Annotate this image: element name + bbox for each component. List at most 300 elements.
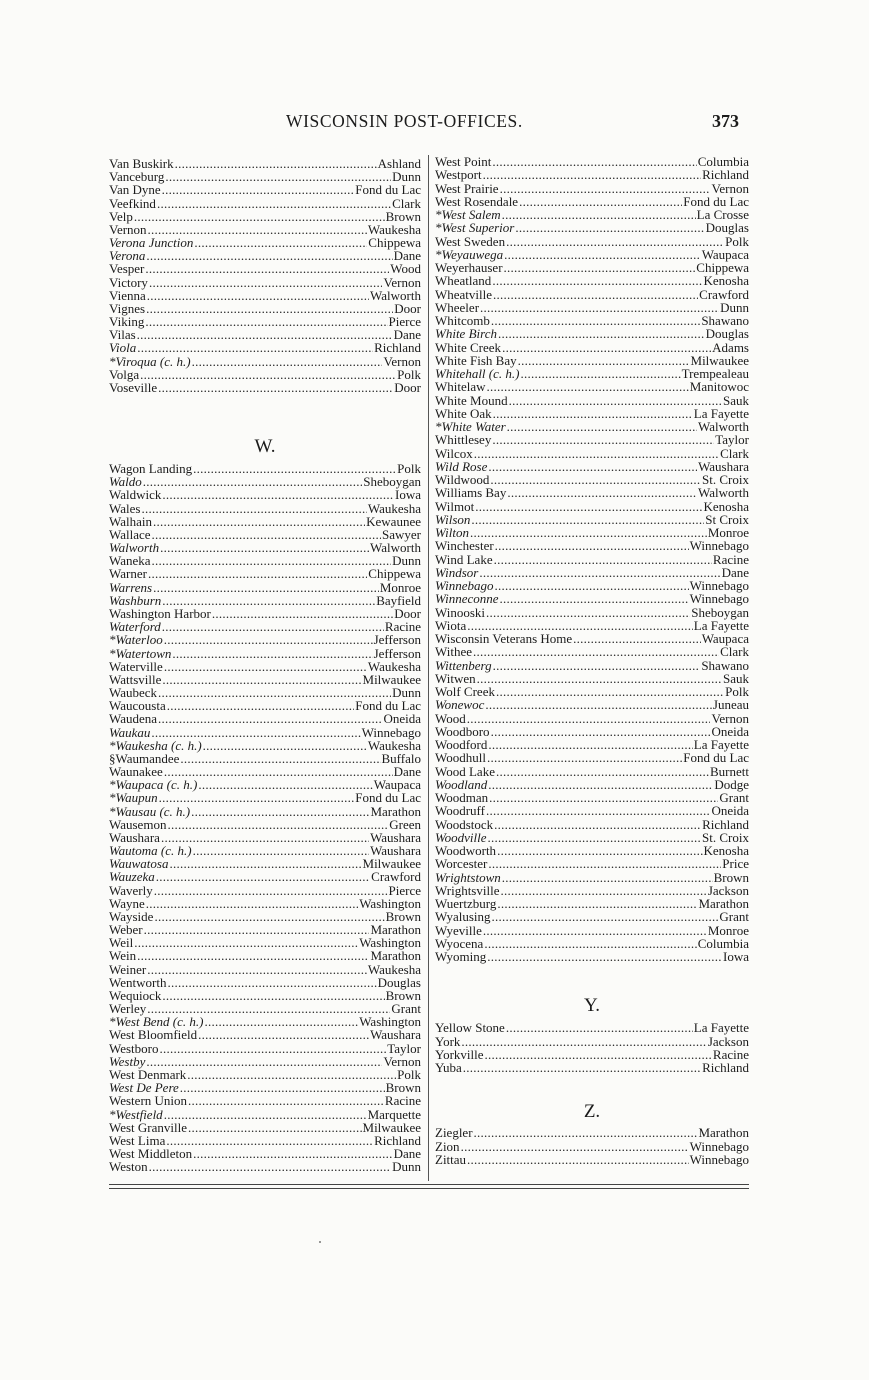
county-name: Taylor (715, 432, 749, 448)
list-item (435, 632, 749, 645)
leader-dots (515, 221, 704, 234)
county-name: Racine (712, 551, 749, 567)
leader-dots (471, 513, 704, 526)
leader-dots (162, 488, 394, 501)
county-name: Milwaukee (362, 671, 421, 687)
post-office-name: Wayne (109, 895, 145, 911)
leader-dots (487, 380, 689, 393)
list-item (435, 1140, 749, 1153)
post-office-name: Weyerhauser (435, 260, 503, 275)
left-column (109, 157, 421, 1173)
post-office-name: *Viroqua (c. h.) (109, 353, 191, 369)
post-office-name: Washburn (109, 592, 162, 608)
post-office-name: Veefkind (109, 195, 156, 211)
leader-dots (175, 157, 377, 170)
list-item (435, 248, 749, 261)
list-item (435, 765, 749, 778)
post-office-name: Woodstock (435, 816, 494, 832)
leader-dots (483, 168, 701, 181)
leader-dots (500, 884, 706, 897)
list-item (435, 394, 749, 407)
county-name: Jackson (707, 882, 749, 898)
leader-dots (198, 1028, 369, 1041)
county-name: Richland (702, 1060, 749, 1075)
list-item (109, 1108, 421, 1121)
leader-dots (496, 765, 709, 778)
list-item (435, 725, 749, 738)
post-office-name: Woodhull (435, 750, 486, 766)
post-office-name: Wolf Creek (435, 684, 495, 699)
list-item (109, 355, 421, 368)
county-name: Grant (719, 909, 749, 925)
leader-dots (160, 1042, 387, 1055)
bottom-rule-2 (109, 1188, 749, 1189)
leader-dots (164, 1108, 367, 1121)
list-item (109, 302, 421, 315)
county-name: Monroe (707, 525, 749, 540)
leader-dots (158, 381, 393, 394)
post-office-name: *Waterloo (109, 632, 163, 648)
leader-dots (164, 633, 373, 646)
post-office-name: Wrightstown (435, 869, 501, 885)
county-name: Pierce (388, 882, 421, 898)
county-name: Marathon (698, 1125, 749, 1141)
post-office-name: West Point (435, 154, 492, 169)
leader-dots (485, 1048, 712, 1061)
list-item (435, 553, 749, 566)
post-office-name: Waldo (109, 474, 142, 490)
bottom-rule (109, 1184, 749, 1185)
county-name: Door (394, 379, 421, 395)
post-office-name: Velp (109, 208, 133, 224)
post-office-name: Wyalusing (435, 909, 491, 925)
leader-dots (488, 857, 721, 870)
county-name: Trempealeau (681, 366, 749, 381)
leader-dots (493, 407, 693, 420)
post-office-name: Yellow Stone (435, 1020, 505, 1036)
list-item (109, 989, 421, 1002)
post-office-name: Warrens (109, 579, 153, 595)
leader-dots (188, 1121, 362, 1134)
leader-dots (166, 1134, 373, 1147)
county-name: Jackson (707, 1033, 749, 1049)
post-office-name: Western Union (109, 1093, 188, 1109)
leader-dots (507, 420, 697, 433)
list-item (435, 831, 749, 844)
leader-dots (488, 460, 697, 473)
leader-dots (143, 475, 362, 488)
post-office-name: Wagon Landing (109, 461, 193, 477)
post-office-name: Wheatville (435, 286, 493, 302)
post-office-name: Winnebago (435, 578, 494, 593)
leader-dots (167, 976, 376, 989)
post-office-name: Wautoma (c. h.) (109, 843, 192, 859)
leader-dots (180, 752, 380, 765)
county-name: Fond du Lac (683, 750, 749, 766)
list-item (109, 197, 421, 210)
list-item (435, 698, 749, 711)
county-name: Vernon (711, 710, 749, 726)
post-office-name: Wilson (435, 511, 471, 527)
list-item (435, 778, 749, 791)
list-item (109, 315, 421, 328)
county-name: La Fayette (693, 617, 749, 633)
post-office-name: White Creek (435, 339, 502, 355)
post-office-name: Westby (109, 1053, 146, 1069)
list-item (109, 381, 421, 394)
leader-dots (191, 805, 369, 818)
list-item (435, 354, 749, 367)
leader-dots (506, 1021, 693, 1034)
list-item (109, 488, 421, 501)
list-item (435, 566, 749, 579)
list-item (109, 276, 421, 289)
list-item (435, 367, 749, 380)
post-office-name: Worcester (435, 856, 488, 872)
list-item (109, 1094, 421, 1107)
leader-dots (470, 526, 707, 539)
county-name: Columbia (697, 935, 749, 951)
leader-dots (146, 249, 392, 262)
post-office-name: Wilton (435, 525, 469, 540)
leader-dots (146, 897, 358, 910)
leader-dots (487, 751, 682, 764)
county-name: Waukesha (367, 961, 421, 977)
section-heading-y: Y. (583, 995, 601, 1017)
post-office-name: Winneconne (435, 591, 499, 607)
county-name: Polk (397, 461, 421, 477)
list-item (109, 289, 421, 302)
list-item (109, 1160, 421, 1173)
leader-dots (162, 620, 384, 633)
leader-dots (506, 235, 724, 248)
post-office-name: *Waukesha (c. h.) (109, 737, 202, 753)
leader-dots (484, 937, 696, 950)
leader-dots (495, 579, 689, 592)
county-name: Bayfield (376, 592, 421, 608)
list-item (435, 857, 749, 870)
list-item (435, 208, 749, 221)
post-office-name: Williams Bay (435, 485, 507, 501)
post-office-name: White Fish Bay (435, 352, 517, 368)
list-item (109, 870, 421, 883)
leader-dots (483, 924, 707, 937)
list-item (435, 937, 749, 950)
list-item (435, 447, 749, 460)
list-item (435, 645, 749, 658)
county-name: Monroe (379, 579, 421, 595)
leader-dots (492, 155, 696, 168)
leader-dots (149, 1160, 391, 1173)
county-name: La Fayette (693, 405, 749, 421)
post-office-name: Weil (109, 935, 134, 951)
post-office-name: Ziegler (435, 1125, 473, 1141)
leader-dots (492, 274, 702, 287)
leader-dots (502, 341, 711, 354)
list-item (109, 541, 421, 554)
post-office-name: Vanceburg (109, 169, 165, 185)
list-item (435, 407, 749, 420)
post-office-name: Wein (109, 948, 137, 964)
post-office-name: Wheeler (435, 299, 480, 315)
post-office-name: Viking (109, 314, 145, 330)
list-item (435, 950, 749, 963)
list-item (435, 871, 749, 884)
list-item (435, 897, 749, 910)
post-office-name: Westboro (109, 1040, 159, 1056)
list-item (109, 976, 421, 989)
county-name: Vernon (711, 180, 749, 196)
county-name: Waushara (698, 458, 749, 474)
post-office-name: White Oak (435, 405, 492, 421)
leader-dots (475, 500, 702, 513)
list-item (435, 261, 749, 274)
post-office-name: West De Pere (109, 1080, 179, 1096)
post-office-name: West Sweden (435, 233, 506, 249)
list-z (435, 1126, 749, 1166)
leader-dots (192, 355, 383, 368)
post-office-name: Whittlesey (435, 432, 492, 448)
post-office-name: Woodford (435, 737, 488, 752)
list-item (109, 210, 421, 223)
list-item (109, 567, 421, 580)
leader-dots (204, 1015, 358, 1028)
leader-dots (154, 884, 388, 897)
post-office-name: Wilcox (435, 445, 473, 461)
leader-dots (158, 712, 382, 725)
list-item (435, 619, 749, 632)
leader-dots (160, 541, 369, 554)
county-name: Richland (374, 340, 421, 356)
list-item (435, 420, 749, 433)
list-item (109, 1147, 421, 1160)
list-item (435, 659, 749, 672)
county-name: Manitowoc (689, 379, 749, 395)
leader-dots (137, 341, 373, 354)
list-item (109, 791, 421, 804)
post-office-name: Whitehall (c. h.) (435, 366, 520, 381)
county-name: Jefferson (373, 645, 421, 661)
county-name: Walworth (698, 419, 749, 434)
leader-dots (151, 726, 360, 739)
list-item (435, 592, 749, 605)
list-item (435, 380, 749, 393)
post-office-name: Winchester (435, 538, 494, 554)
list-item (435, 235, 749, 248)
leader-dots (198, 778, 372, 791)
leader-dots (167, 818, 388, 831)
leader-dots (463, 1061, 701, 1074)
list-item (109, 726, 421, 739)
leader-dots (500, 182, 711, 195)
list-item (109, 341, 421, 354)
leader-dots (146, 302, 393, 315)
leader-dots (498, 327, 705, 340)
county-name: Waushara (370, 829, 421, 845)
list-w-left (109, 462, 421, 1173)
county-name: Sawyer (382, 526, 421, 542)
leader-dots (461, 1035, 706, 1048)
leader-dots (134, 936, 358, 949)
post-office-name: Wheatland (435, 273, 492, 289)
county-name: Clark (720, 644, 749, 660)
leader-dots (491, 725, 711, 738)
post-office-name: Woodruff (435, 803, 485, 819)
post-office-name: Verona Junction (109, 235, 194, 251)
post-office-name: Waushara (109, 829, 160, 845)
leader-dots (492, 910, 719, 923)
county-name: Washington (359, 935, 421, 951)
leader-dots (494, 818, 701, 831)
post-office-name: Waukau (109, 724, 151, 740)
post-office-name: *Waupun (109, 790, 158, 806)
post-office-name: Wittenberg (435, 657, 492, 673)
leader-dots (491, 314, 700, 327)
post-office-name: Weiner (109, 961, 147, 977)
leader-dots (474, 447, 719, 460)
post-office-name: White Mound (435, 392, 508, 408)
leader-dots (473, 645, 719, 658)
list-item (435, 751, 749, 764)
leader-dots (194, 236, 367, 249)
leader-dots (212, 607, 393, 620)
county-name: Sauk (723, 670, 749, 686)
post-office-name: Wattsville (109, 671, 162, 687)
leader-dots (486, 804, 710, 817)
leader-dots (152, 528, 381, 541)
leader-dots (154, 910, 384, 923)
post-office-name: Witwen (435, 670, 476, 686)
leader-dots (494, 553, 712, 566)
county-name: Winnebago (689, 1138, 749, 1154)
list-item (109, 502, 421, 515)
leader-dots (180, 1081, 385, 1094)
county-name: Kenosha (703, 498, 749, 514)
leader-dots (492, 433, 714, 446)
county-name: Brown (385, 987, 421, 1003)
county-name: Oneida (711, 723, 749, 739)
list-item (435, 818, 749, 831)
list-item (435, 182, 749, 195)
list-item (435, 526, 749, 539)
leader-dots (159, 791, 355, 804)
leader-dots (167, 699, 355, 712)
list-item (109, 1121, 421, 1134)
list-item (109, 884, 421, 897)
post-office-name: Weber (109, 922, 143, 938)
post-office-name: West Granville (109, 1119, 188, 1135)
post-office-name: Wisconsin Veterans Home (435, 631, 573, 646)
post-office-name: West Middleton (109, 1146, 193, 1162)
post-office-name: *West Superior (435, 220, 515, 236)
county-name: Clark (720, 445, 749, 461)
county-name: Marathon (698, 896, 749, 911)
list-item (435, 327, 749, 340)
post-office-name: York (435, 1033, 461, 1049)
post-office-name: Wood Lake (435, 763, 495, 779)
list-item (435, 195, 749, 208)
county-name: St Croix (705, 511, 749, 527)
list-item (109, 581, 421, 594)
post-office-name: Wild Rose (435, 458, 488, 474)
list-item (109, 949, 421, 962)
post-office-name: Whitcomb (435, 313, 490, 328)
post-office-name: Van Buskirk (109, 156, 174, 171)
county-name: Walworth (370, 540, 421, 556)
post-office-name: Vernon (109, 221, 147, 237)
post-office-name: Victory (109, 274, 148, 290)
leader-dots (152, 554, 392, 567)
county-name: Winnebago (689, 591, 749, 607)
county-name: La Fayette (693, 1020, 749, 1036)
leader-dots (137, 328, 393, 341)
leader-dots (162, 989, 384, 1002)
leader-dots (493, 288, 698, 301)
county-name: Waushara (370, 843, 421, 859)
post-office-name: Waunakee (109, 764, 163, 780)
post-office-name: Woodville (435, 829, 487, 845)
county-name: Walworth (698, 485, 749, 501)
post-office-name: Vignes (109, 300, 146, 316)
list-item (435, 1048, 749, 1061)
post-office-name: Yorkville (435, 1046, 484, 1062)
post-office-name: §Waumandee (109, 750, 180, 766)
list-item (109, 712, 421, 725)
list-item (435, 288, 749, 301)
post-office-name: Van Dyne (109, 182, 161, 198)
county-name: Milwaukee (362, 856, 421, 872)
county-name: Dunn (392, 1159, 421, 1175)
leader-dots (488, 778, 713, 791)
list-item (109, 739, 421, 752)
county-name: Crawford (699, 286, 749, 302)
county-name: Fond du Lac (355, 698, 421, 714)
county-name: Green (389, 816, 421, 832)
county-name: Polk (397, 366, 421, 382)
post-office-name: Zittau (435, 1151, 467, 1167)
leader-dots (162, 183, 355, 196)
post-office-name: Waucousta (109, 698, 166, 714)
county-name: Chippewa (368, 566, 421, 582)
leader-dots (480, 301, 719, 314)
post-office-name: Waldwick (109, 487, 162, 503)
county-name: Oneida (711, 803, 749, 819)
county-name: Dunn (392, 685, 421, 701)
county-name: Dunn (392, 169, 421, 185)
leader-dots (502, 871, 713, 884)
county-name: La Crosse (696, 207, 749, 222)
leader-dots (145, 315, 387, 328)
leader-dots (474, 1126, 698, 1139)
county-name: Richland (374, 1132, 421, 1148)
post-office-name: Voseville (109, 379, 158, 395)
leader-dots (157, 197, 391, 210)
county-name: Polk (725, 233, 749, 249)
post-office-name: Woodboro (435, 723, 490, 739)
section-heading-z: Z. (583, 1101, 601, 1123)
county-name: Brown (385, 908, 421, 924)
post-office-name: *West Salem (435, 207, 501, 222)
county-name: Door (394, 605, 421, 621)
post-office-name: Wyeville (435, 922, 482, 938)
leader-dots (467, 1153, 689, 1166)
list-item (109, 818, 421, 831)
leader-dots (520, 367, 680, 380)
county-name: St. Croix (702, 829, 749, 845)
post-office-name: Wauzeka (109, 869, 155, 885)
list-item (435, 1126, 749, 1139)
list-item (435, 513, 749, 526)
